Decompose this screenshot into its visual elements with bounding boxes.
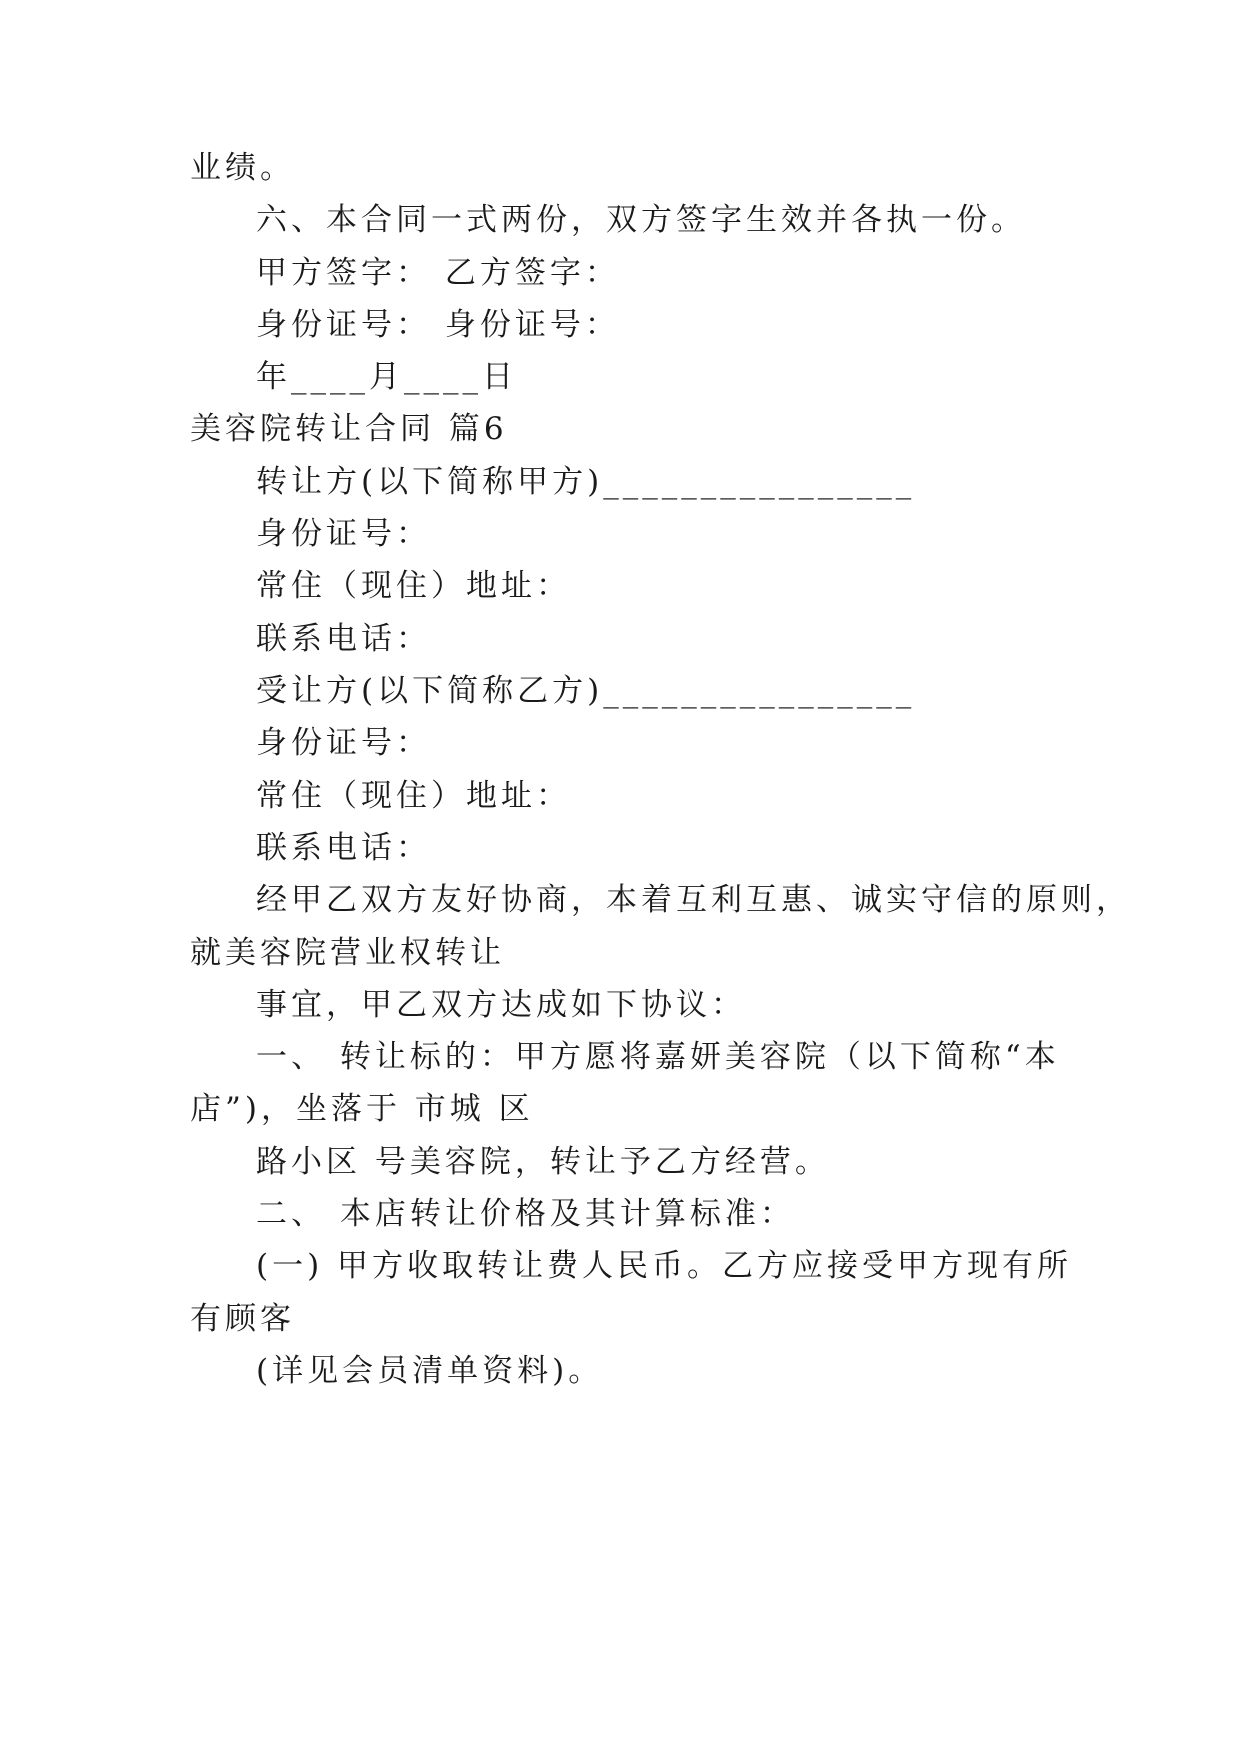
clause-line: (一) 甲方收取转让费人民币。乙方应接受甲方现有所 <box>256 1248 1073 1284</box>
signature-line: 甲方签字： 乙方签字： <box>256 255 620 291</box>
clause-line: (详见会员清单资料)。 <box>256 1353 604 1389</box>
text-line: 常住（现住）地址： <box>256 778 571 814</box>
section-heading: 美容院转让合同 篇6 <box>190 411 508 447</box>
text-line: 联系电话： <box>256 621 431 657</box>
text-line: 联系电话： <box>256 830 431 866</box>
clause-line: 有顾客 <box>190 1301 295 1337</box>
clause-line: 一、 转让标的：甲方愿将嘉妍美容院（以下简称“本 <box>256 1039 1060 1075</box>
transferor-line: 转让方(以下简称甲方)________________ <box>256 464 916 500</box>
text-line: 业绩。 <box>190 150 295 186</box>
clause-line: 店”)，坐落于 市城 区 <box>190 1091 534 1127</box>
date-line: 年____月____日 <box>256 359 517 395</box>
paragraph-line: 经甲乙双方友好协商，本着互利互惠、诚实守信的原则， <box>256 882 1131 918</box>
paragraph-line: 就美容院营业权转让 <box>190 935 505 971</box>
clause-line: 路小区 号美容院，转让予乙方经营。 <box>256 1144 830 1180</box>
transferee-line: 受让方(以下简称乙方)________________ <box>256 673 916 709</box>
clause-line: 二、 本店转让价格及其计算标准： <box>256 1196 795 1232</box>
text-line: 六、本合同一式两份，双方签字生效并各执一份。 <box>256 202 1026 238</box>
text-line: 身份证号： <box>256 516 431 552</box>
text-line: 常住（现住）地址： <box>256 568 571 604</box>
id-number-line: 身份证号： 身份证号： <box>256 307 620 343</box>
paragraph-line: 事宜，甲乙双方达成如下协议： <box>256 987 746 1023</box>
text-line: 身份证号： <box>256 725 431 761</box>
